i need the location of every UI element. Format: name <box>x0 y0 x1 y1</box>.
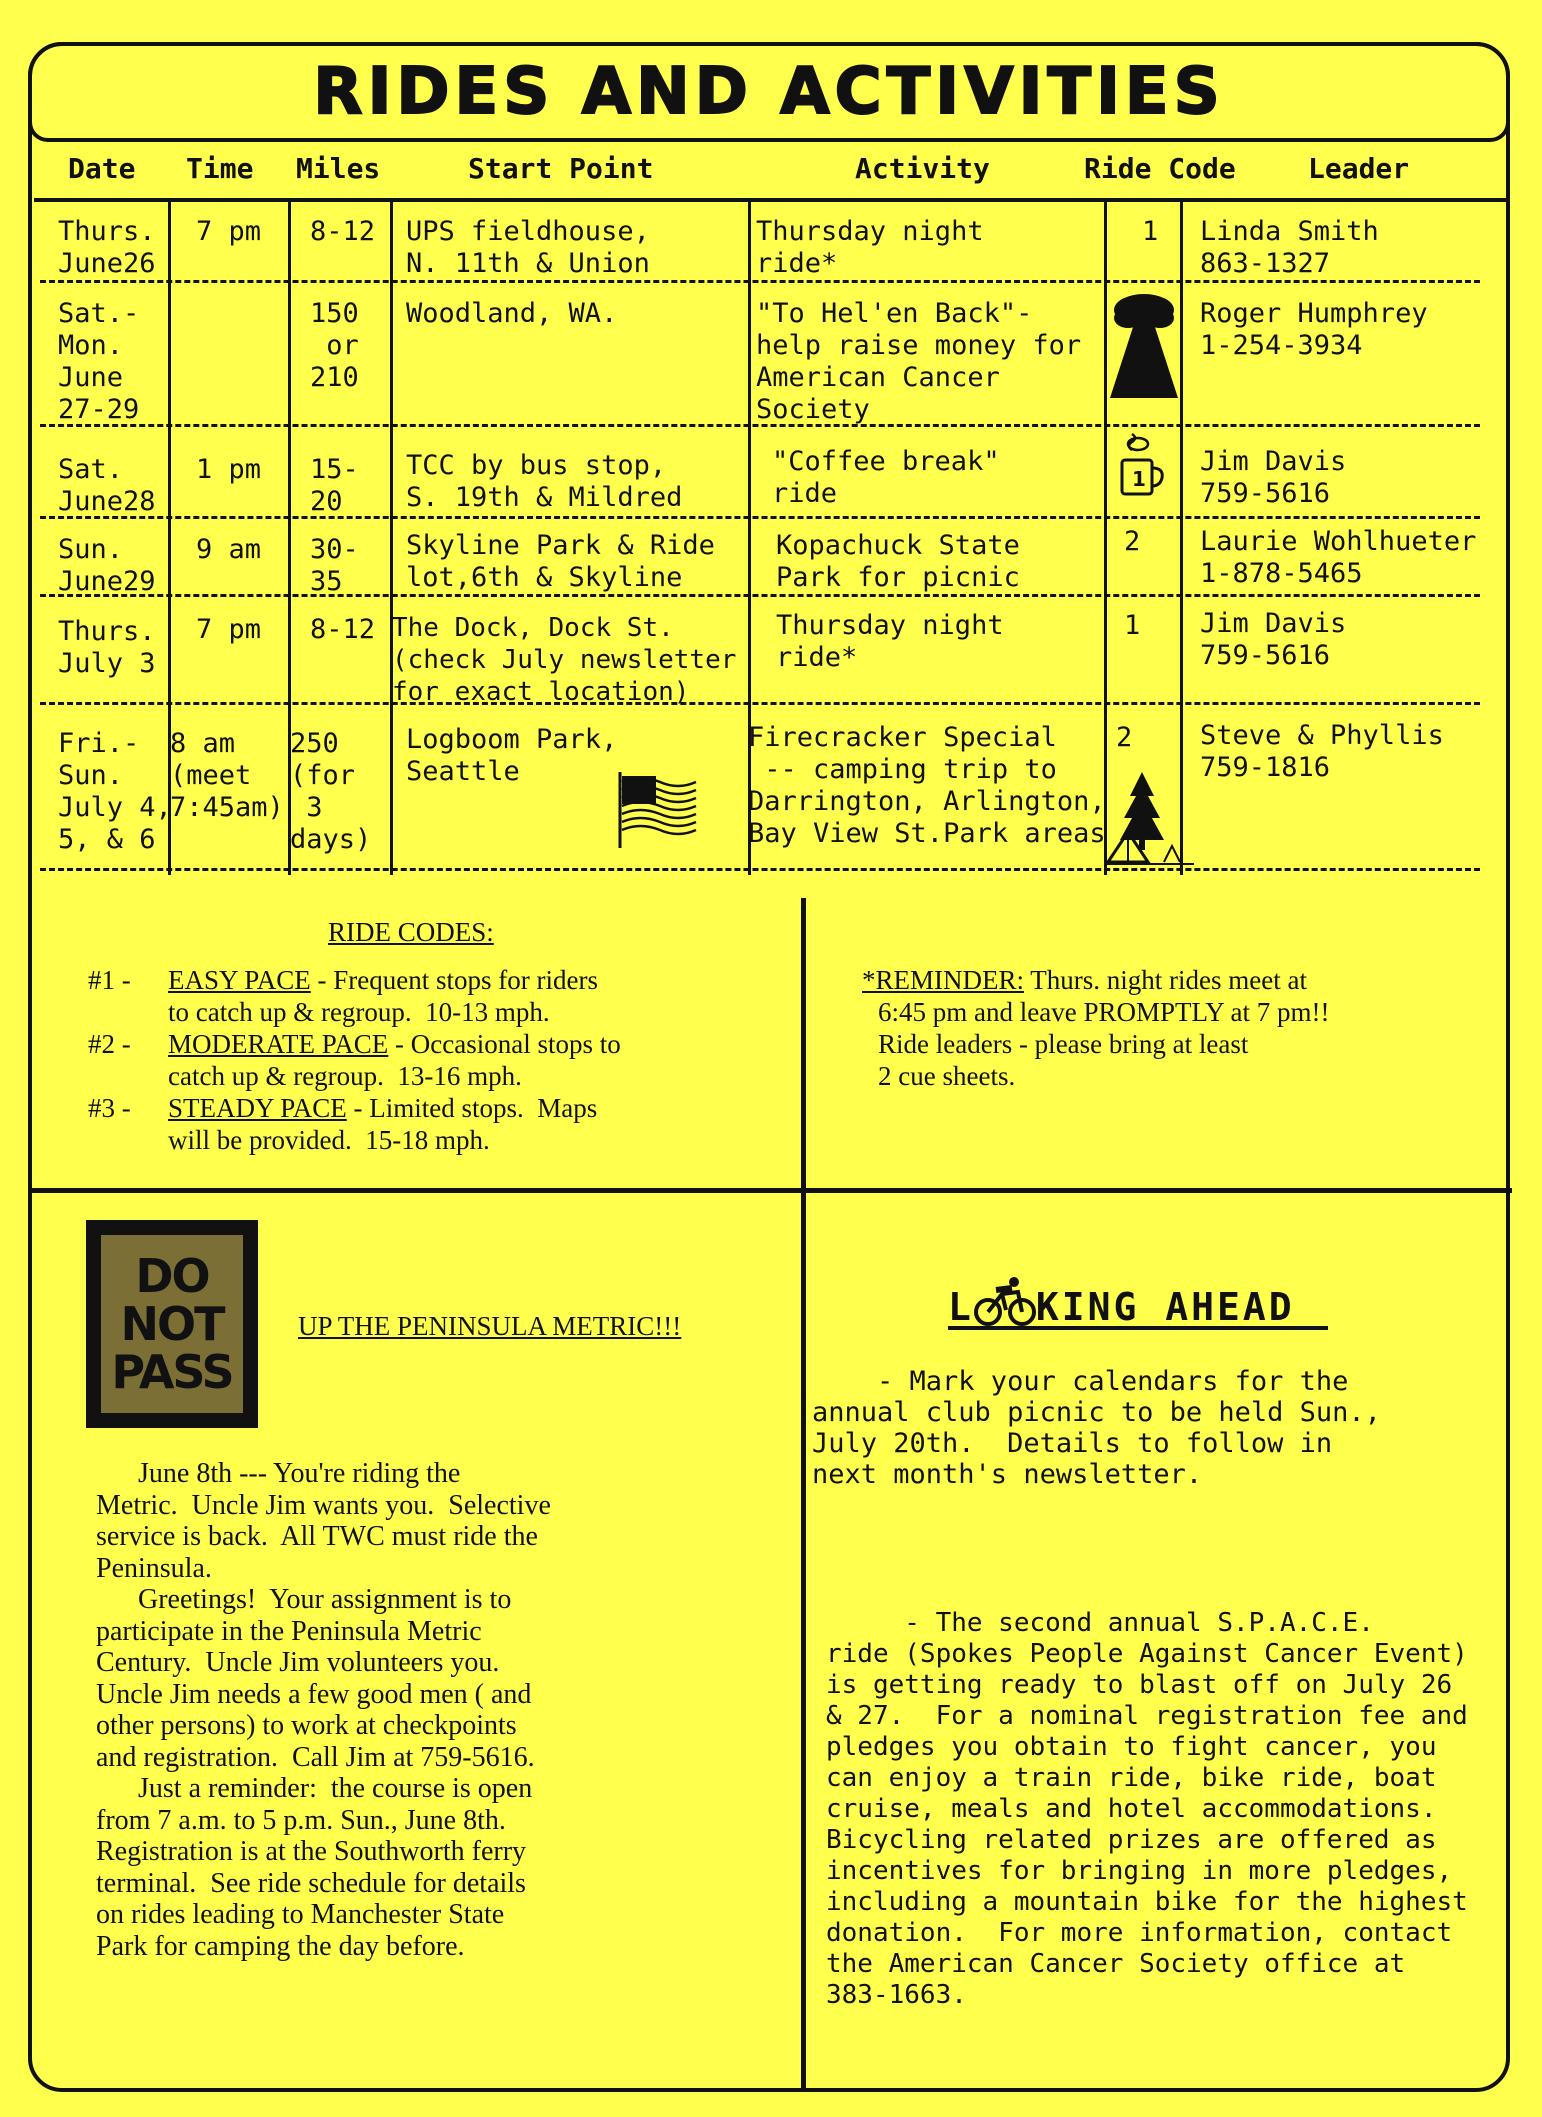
volcano-icon <box>1106 290 1182 400</box>
ride-date: Thurs. July 3 <box>58 616 156 679</box>
reminder-line-2: 6:45 pm and leave PROMPTLY at 7 pm!! <box>878 997 1330 1027</box>
row-separator <box>40 594 1480 597</box>
ride-code-1-num: #1 - <box>88 965 131 995</box>
ride-start: TCC by bus stop, S. 19th & Mildred <box>406 450 683 513</box>
reminder-line-3: Ride leaders - please bring at least <box>878 1029 1249 1059</box>
ride-start: Woodland, WA. <box>406 298 618 329</box>
looking-ahead-item-1: - Mark your calendars for the annual club picnic to be held Sun., July 20th. Details to follow in next month's newsletter. <box>812 1366 1381 1490</box>
ride-start: UPS fieldhouse, N. 11th & Union <box>406 216 650 279</box>
ride-code-3-num: #3 - <box>88 1093 131 1123</box>
row-separator <box>40 702 1480 705</box>
ride-code-2-detail: catch up & regroup. 13-16 mph. <box>168 1061 522 1091</box>
ride-code-2: MODERATE PACE - Occasional stops to <box>168 1029 621 1059</box>
ride-date: Sat.- Mon. June 27-29 <box>58 298 140 425</box>
ride-code-2-num: #2 - <box>88 1029 131 1059</box>
do-not-pass-sign <box>86 1220 258 1428</box>
ride-leader: Jim Davis 759-5616 <box>1200 608 1347 671</box>
ride-leader: Roger Humphrey 1-254-3934 <box>1200 298 1428 361</box>
ride-activity: Thursday night ride* <box>776 610 1004 673</box>
ride-miles: 15- 20 <box>310 454 359 517</box>
ride-code-1-detail: to catch up & regroup. 10-13 mph. <box>168 997 550 1027</box>
ride-time: 1 pm <box>196 454 262 485</box>
ride-date: Thurs. June26 <box>58 216 156 279</box>
reminder-line-4: 2 cue sheets. <box>878 1061 1016 1091</box>
ride-start: Skyline Park & Ride lot,6th & Skyline <box>406 530 715 593</box>
header-time: Time <box>186 152 254 185</box>
section-divider <box>801 898 806 2092</box>
ride-leader: Steve & Phyllis 759-1816 <box>1200 720 1444 783</box>
ride-leader: Jim Davis 759-5616 <box>1200 446 1347 509</box>
header-activity: Activity <box>855 152 990 185</box>
header-start-point: Start Point <box>468 152 654 185</box>
ride-date: Sat. June28 <box>58 454 156 517</box>
sign-line: DO <box>135 1249 209 1303</box>
ride-code: 2 <box>1124 526 1141 557</box>
camping-tent-icon <box>1102 768 1198 868</box>
header-date: Date <box>68 152 136 185</box>
header-rule <box>34 198 1508 202</box>
looking-ahead-item-2: - The second annual S.P.A.C.E. ride (Spokes People Against Cancer Event) is getting ready to blast off on July 26 & 27. For a nominal registration fee and pledges you obtain to fight cancer, you can enjoy a train ride, bike ride, boat cruise, meals and hotel accommodations. Bicycling related prizes are offered as incentives for bringing in more pledges, including a mountain bike for the highest donation. For more information, contact the American Cancer Society office at 383-1663. <box>826 1608 1468 2010</box>
svg-text:1: 1 <box>1132 467 1146 491</box>
reminder-line-1: *REMINDER: Thurs. night rides meet at <box>862 965 1307 995</box>
col-divider <box>390 200 393 875</box>
coffee-cup-icon <box>1114 430 1170 500</box>
section-rule <box>30 1188 1512 1193</box>
ride-time: 8 am (meet 7:45am) <box>170 728 284 823</box>
looking-ahead-title: L KING AHEAD <box>948 1285 1295 1329</box>
ride-miles: 8-12 <box>310 614 376 645</box>
ride-activity: Firecracker Special -- camping trip to Darrington, Arlington, Bay View St.Park areas <box>748 722 1106 849</box>
ride-activity: Kopachuck State Park for picnic <box>776 530 1020 593</box>
ride-leader: Linda Smith 863-1327 <box>1200 216 1379 279</box>
ride-start: The Dock, Dock St. (check July newsletter for exact location) <box>392 613 737 707</box>
ride-miles: 250 (for 3 days) <box>290 728 372 855</box>
ride-start: Logboom Park, Seattle <box>406 724 618 787</box>
ride-code-1: EASY PACE - Frequent stops for riders <box>168 965 598 995</box>
ride-code: 2 <box>1116 722 1133 753</box>
ride-time: 7 pm <box>196 614 262 645</box>
ride-code-3-detail: will be provided. 15-18 mph. <box>168 1125 490 1155</box>
ride-date: Sun. June29 <box>58 534 156 597</box>
american-flag-icon <box>616 768 700 850</box>
ride-miles: 30- 35 <box>310 534 359 597</box>
header-ride-code: Ride Code <box>1084 152 1236 185</box>
ride-time: 9 am <box>196 534 262 565</box>
ride-miles: 8-12 <box>310 216 376 247</box>
looking-ahead-underline <box>948 1326 1328 1330</box>
title-banner <box>28 42 1510 142</box>
ride-code-3: STEADY PACE - Limited stops. Maps <box>168 1093 598 1123</box>
ride-codes-title: RIDE CODES: <box>328 917 494 947</box>
ride-leader: Laurie Wohlhueter 1-878-5465 <box>1200 526 1477 589</box>
row-separator <box>40 868 1480 871</box>
header-miles: Miles <box>296 152 381 185</box>
page-title: RIDES AND ACTIVITIES <box>313 55 1225 129</box>
ride-activity: "Coffee break" ride <box>772 446 1000 509</box>
ride-activity: Thursday night ride* <box>756 216 984 279</box>
row-separator <box>40 516 1480 519</box>
ride-code: 1 <box>1142 216 1159 247</box>
row-separator <box>40 280 1480 283</box>
ride-activity: "To Hel'en Back"- help raise money for American Cancer Society <box>756 298 1082 425</box>
sign-line: PASS <box>111 1345 233 1399</box>
peninsula-body: June 8th --- You're riding the Metric. Uncle Jim wants you. Selective service is back. All TWC must ride the Peninsula. Greetings! Your assignment is to participate in the Peninsula Metric Century. Uncle Jim volunteers you. Uncle Jim needs a few good men ( and other persons) to work at checkpoints and registration. Call Jim at 759-5616. Just a reminder: the course is open from 7 a.m. to 5 p.m. Sun., June 8th. Registration is at the Southworth ferry terminal. See ride schedule for details on rides leading to Manchester State Park for camping the day before. <box>96 1458 551 1962</box>
ride-time: 7 pm <box>196 216 262 247</box>
sign-line: NOT <box>120 1297 224 1351</box>
header-leader: Leader <box>1308 152 1410 185</box>
cyclist-icon <box>974 1276 1036 1326</box>
ride-miles: 150 or 210 <box>310 298 359 393</box>
peninsula-title: UP THE PENINSULA METRIC!!! <box>298 1311 682 1341</box>
ride-date: Fri.- Sun. July 4, 5, & 6 <box>58 728 172 855</box>
ride-code: 1 <box>1124 610 1141 641</box>
